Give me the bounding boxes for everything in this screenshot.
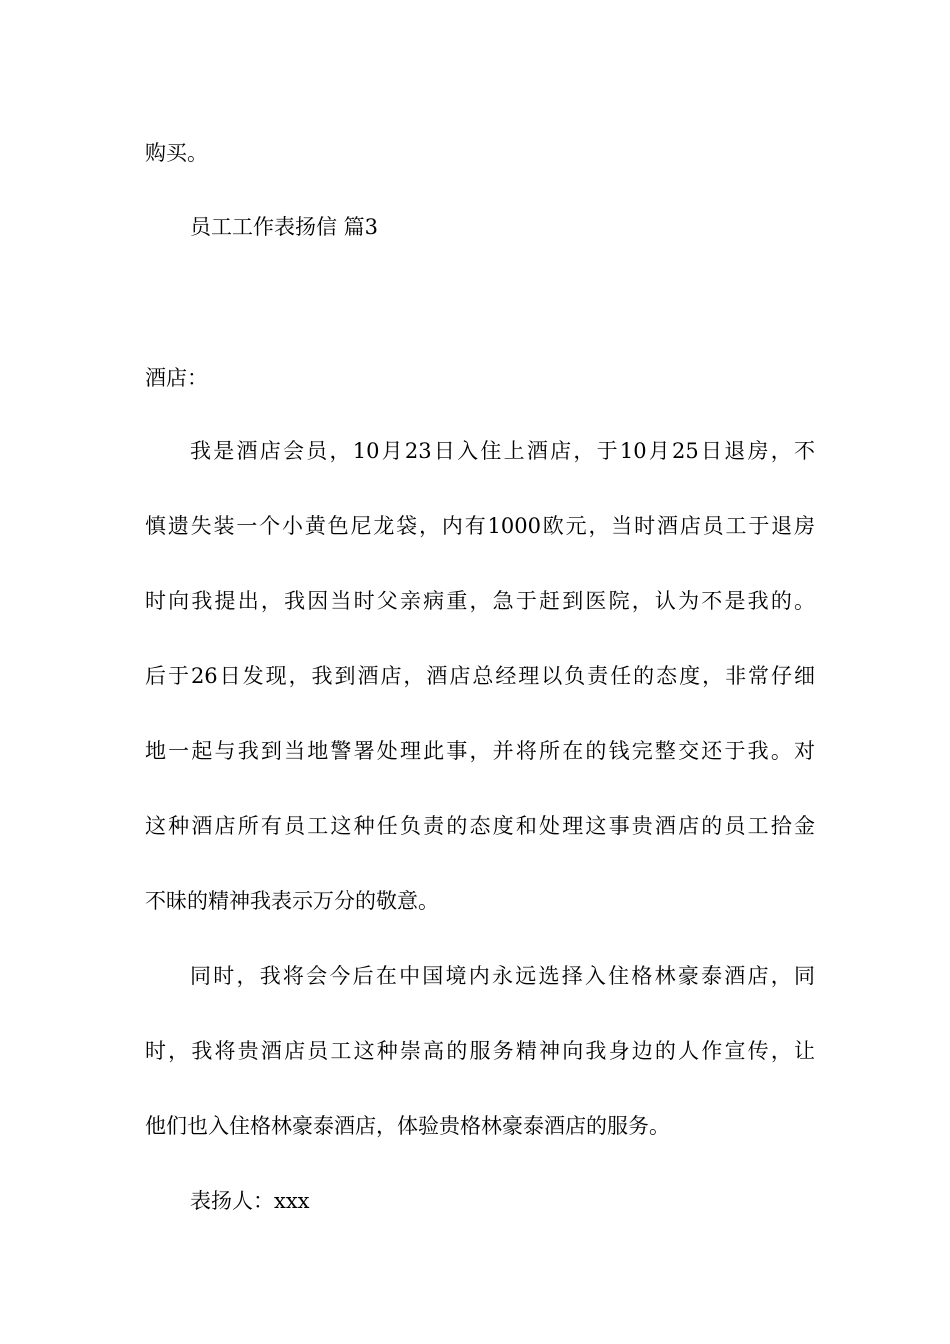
paragraph-1-line-2: 慎遗失装一个小黄色尼龙袋，内有1000欧元，当时酒店员工于退房 <box>145 514 815 538</box>
paragraph-1-line-4: 后于26日发现，我到酒店，酒店总经理以负责任的态度，非常仔细 <box>145 664 815 688</box>
paragraph-1-line-1: 我是酒店会员，10月23日入住上酒店，于10月25日退房，不 <box>190 439 815 463</box>
paragraph-1-line-6: 这种酒店所有员工这种任负责的态度和处理这事贵酒店的员工拾金 <box>145 814 815 838</box>
salutation: 酒店： <box>145 366 208 390</box>
text-line-purchase: 购买。 <box>145 141 208 165</box>
paragraph-2-line-3: 他们也入住格林豪泰酒店，体验贵格林豪泰酒店的服务。 <box>145 1114 670 1138</box>
section-heading: 员工工作表扬信 篇3 <box>190 215 379 239</box>
paragraph-1-line-5: 地一起与我到当地警署处理此事，并将所在的钱完整交还于我。对 <box>145 739 815 763</box>
paragraph-1-line-7: 不昧的精神我表示万分的敬意。 <box>145 889 439 913</box>
paragraph-2-line-1: 同时，我将会今后在中国境内永远选择入住格林豪泰酒店，同 <box>190 964 815 988</box>
paragraph-1-line-3: 时向我提出，我因当时父亲病重，急于赶到医院，认为不是我的。 <box>145 589 815 613</box>
paragraph-2-line-2: 时，我将贵酒店员工这种崇高的服务精神向我身边的人作宣传，让 <box>145 1039 815 1063</box>
signature-line: 表扬人：xxx <box>190 1189 310 1213</box>
